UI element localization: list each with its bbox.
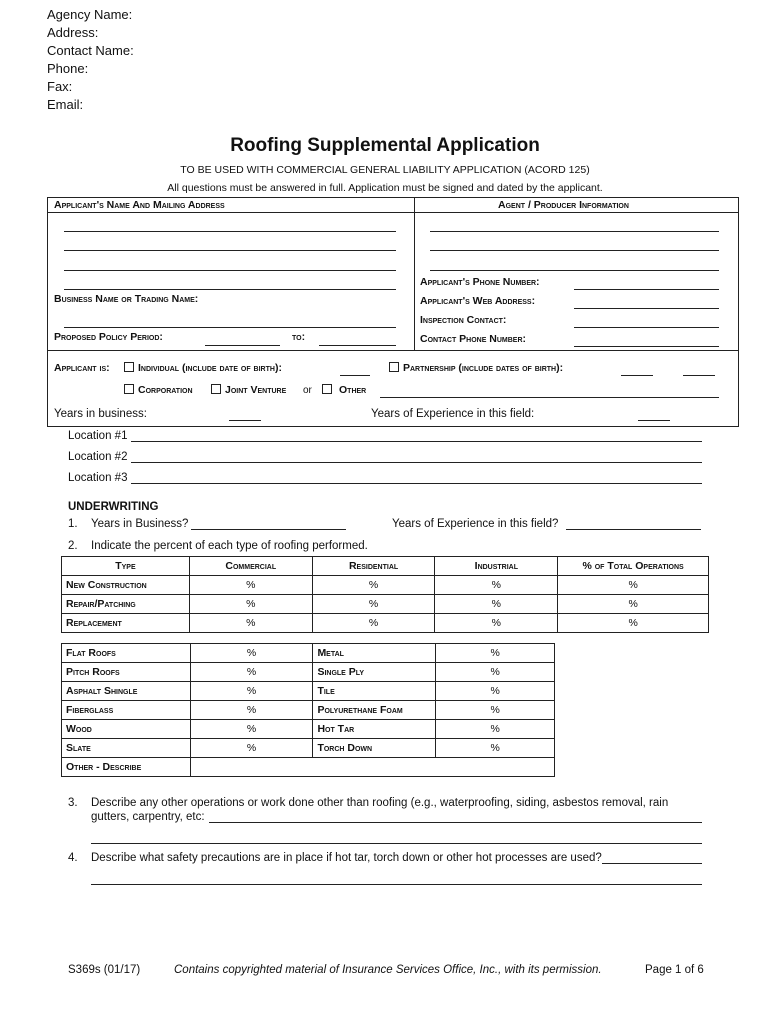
fax-label: Fax: [47, 79, 73, 94]
joint-venture-checkbox[interactable] [211, 384, 221, 394]
q1-number: 1. [68, 518, 78, 530]
q2-label: Indicate the percent of each type of roofing performed. [91, 540, 368, 552]
partnership-dob-line-1[interactable] [621, 375, 653, 376]
partnership-dob-line-2[interactable] [683, 375, 715, 376]
divider [47, 350, 739, 351]
web-address-line[interactable] [574, 308, 719, 309]
table-header-row [62, 557, 709, 576]
roofing-materials-table [61, 643, 555, 777]
form-id: S369s (01/17) [68, 964, 141, 976]
percent-cell[interactable]: % [189, 614, 312, 633]
underwriting-heading: UNDERWRITING [68, 501, 159, 513]
material-label: Wood [62, 720, 191, 739]
percent-cell[interactable]: % [190, 739, 313, 758]
q4-text: Describe what safety precautions are in place if hot tar, torch down or other hot processes are used? [91, 852, 602, 864]
percent-cell[interactable]: % [312, 576, 435, 595]
material-label: Pitch Roofs [62, 663, 191, 682]
material-label: Slate [62, 739, 191, 758]
table-row [62, 758, 555, 777]
table-row [62, 663, 555, 682]
q1-experience-line[interactable] [566, 529, 701, 530]
percent-cell[interactable]: % [558, 595, 709, 614]
material-label: Metal [313, 644, 436, 663]
percent-cell[interactable]: % [436, 682, 555, 701]
inspection-contact-label: Inspection Contact: [420, 314, 507, 326]
material-label: Fiberglass [62, 701, 191, 720]
percent-cell[interactable]: % [190, 682, 313, 701]
percent-cell[interactable]: % [436, 663, 555, 682]
location-2-label: Location #2 [68, 451, 128, 463]
other-label: Other [339, 384, 367, 396]
material-label: Asphalt Shingle [62, 682, 191, 701]
percent-cell[interactable]: % [190, 663, 313, 682]
agency-name-label: Agency Name: [47, 7, 133, 22]
q3-number: 3. [68, 797, 78, 809]
table-header: Residential [312, 557, 435, 576]
agent-info-line-2[interactable] [430, 250, 719, 251]
percent-cell[interactable]: % [558, 576, 709, 595]
mailing-address-line-3[interactable] [64, 270, 396, 271]
table-row [62, 682, 555, 701]
q1-years-line[interactable] [191, 529, 346, 530]
table-header: % of Total Operations [558, 557, 709, 576]
percent-cell[interactable]: % [436, 644, 555, 663]
form-subtitle: TO BE USED WITH COMMERCIAL GENERAL LIABILITY APPLICATION (ACORD 125) [180, 164, 590, 176]
corporation-checkbox[interactable] [124, 384, 134, 394]
individual-checkbox[interactable] [124, 362, 134, 372]
business-name-label: Business Name or Trading Name: [54, 293, 199, 305]
roofing-type-table [61, 556, 709, 633]
individual-label: Individual (include date of birth): [138, 362, 282, 374]
percent-cell[interactable]: % [189, 595, 312, 614]
percent-cell[interactable]: % [190, 701, 313, 720]
material-label: Flat Roofs [62, 644, 191, 663]
material-label: Torch Down [313, 739, 436, 758]
contact-phone-label: Contact Phone Number: [420, 333, 527, 345]
percent-cell[interactable]: % [436, 739, 555, 758]
copyright-notice: Contains copyrighted material of Insurance Services Office, Inc., with its permission. [174, 964, 602, 976]
to-label: to: [292, 331, 306, 343]
mailing-address-line-4[interactable] [64, 289, 396, 290]
address-label: Address: [47, 25, 99, 40]
divider [47, 212, 739, 213]
years-experience-line[interactable] [638, 420, 670, 421]
agent-info-line-1[interactable] [430, 231, 719, 232]
q4-number: 4. [68, 852, 78, 864]
table-header: Type [62, 557, 190, 576]
location-1-line[interactable] [131, 441, 702, 442]
q1-experience-label: Years of Experience in this field? [392, 518, 559, 530]
table-row [62, 576, 709, 595]
percent-cell[interactable]: % [436, 720, 555, 739]
material-label: Hot Tar [313, 720, 436, 739]
table-row [62, 614, 709, 633]
phone-label: Phone: [47, 61, 89, 76]
policy-period-label: Proposed Policy Period: [54, 331, 163, 343]
percent-cell[interactable]: % [436, 701, 555, 720]
table-header: Industrial [435, 557, 558, 576]
material-label: Single Ply [313, 663, 436, 682]
other-describe-line[interactable] [380, 397, 719, 398]
row-type: Repair/Patching [62, 595, 190, 614]
page-number: Page 1 of 6 [645, 964, 704, 976]
instructions-text: All questions must be answered in full. Application must be signed and dated by the applicant. [167, 182, 603, 194]
q3-text-line-2: gutters, carpentry, etc: [91, 811, 205, 823]
phone-number-line[interactable] [574, 289, 719, 290]
or-label: or [303, 385, 312, 396]
mailing-address-line-2[interactable] [64, 250, 396, 251]
table-row [62, 701, 555, 720]
material-label: Polyurethane Foam [313, 701, 436, 720]
years-experience-label: Years of Experience in this field: [371, 408, 535, 420]
row-type: New Construction [62, 576, 190, 595]
table-row [62, 720, 555, 739]
divider [414, 197, 415, 350]
phone-number-label: Applicant's Phone Number: [420, 276, 540, 288]
partnership-checkbox[interactable] [389, 362, 399, 372]
material-label: Tile [313, 682, 436, 701]
agent-info-header: Agent / Producer Information [498, 199, 629, 211]
percent-cell[interactable]: % [190, 644, 313, 663]
percent-cell[interactable]: % [558, 614, 709, 633]
table-row [62, 595, 709, 614]
location-1-label: Location #1 [68, 430, 128, 442]
q3-answer-line-1[interactable] [209, 822, 702, 823]
q4-answer-line-2[interactable] [91, 884, 702, 885]
applicant-name-header: Applicant's Name And Mailing Address [54, 199, 225, 211]
q3-answer-line-2[interactable] [91, 843, 702, 844]
contact-phone-line[interactable] [574, 346, 719, 347]
other-checkbox[interactable] [322, 384, 332, 394]
corporation-label: Corporation [138, 384, 193, 396]
q2-number: 2. [68, 540, 78, 552]
applicant-is-label: Applicant is: [54, 362, 110, 374]
policy-period-to-line[interactable] [319, 345, 396, 346]
business-name-line[interactable] [64, 327, 396, 328]
location-3-label: Location #3 [68, 472, 128, 484]
table-row [62, 644, 555, 663]
email-label: Email: [47, 97, 84, 112]
q3-text-line-1: Describe any other operations or work done other than roofing (e.g., waterproofing, siding, asbestos removal, rain [91, 797, 669, 809]
individual-dob-line[interactable] [340, 375, 370, 376]
percent-cell[interactable]: % [190, 720, 313, 739]
percent-cell[interactable]: % [435, 595, 558, 614]
years-in-business-label: Years in business: [54, 408, 147, 420]
joint-venture-label: Joint Venture [225, 384, 287, 396]
percent-cell[interactable]: % [312, 595, 435, 614]
inspection-contact-line[interactable] [574, 327, 719, 328]
years-in-business-line[interactable] [229, 420, 261, 421]
q4-answer-line-1[interactable] [602, 863, 702, 864]
percent-cell[interactable]: % [312, 614, 435, 633]
table-header: Commercial [189, 557, 312, 576]
other-describe-label: Other - Describe [62, 758, 191, 777]
agent-info-line-3[interactable] [430, 270, 719, 271]
location-3-line[interactable] [131, 483, 702, 484]
form-title: Roofing Supplemental Application [230, 135, 540, 156]
mailing-address-line-1[interactable] [64, 231, 396, 232]
percent-cell[interactable]: % [435, 576, 558, 595]
q1-label: Years in Business? [91, 518, 189, 530]
location-2-line[interactable] [131, 462, 702, 463]
table-row [62, 739, 555, 758]
percent-cell[interactable]: % [435, 614, 558, 633]
other-describe-field[interactable] [190, 758, 554, 777]
policy-period-from-line[interactable] [205, 345, 280, 346]
partnership-label: Partnership (include dates of birth): [403, 362, 564, 374]
percent-cell[interactable]: % [189, 576, 312, 595]
web-address-label: Applicant's Web Address: [420, 295, 536, 307]
row-type: Replacement [62, 614, 190, 633]
contact-name-label: Contact Name: [47, 43, 134, 58]
